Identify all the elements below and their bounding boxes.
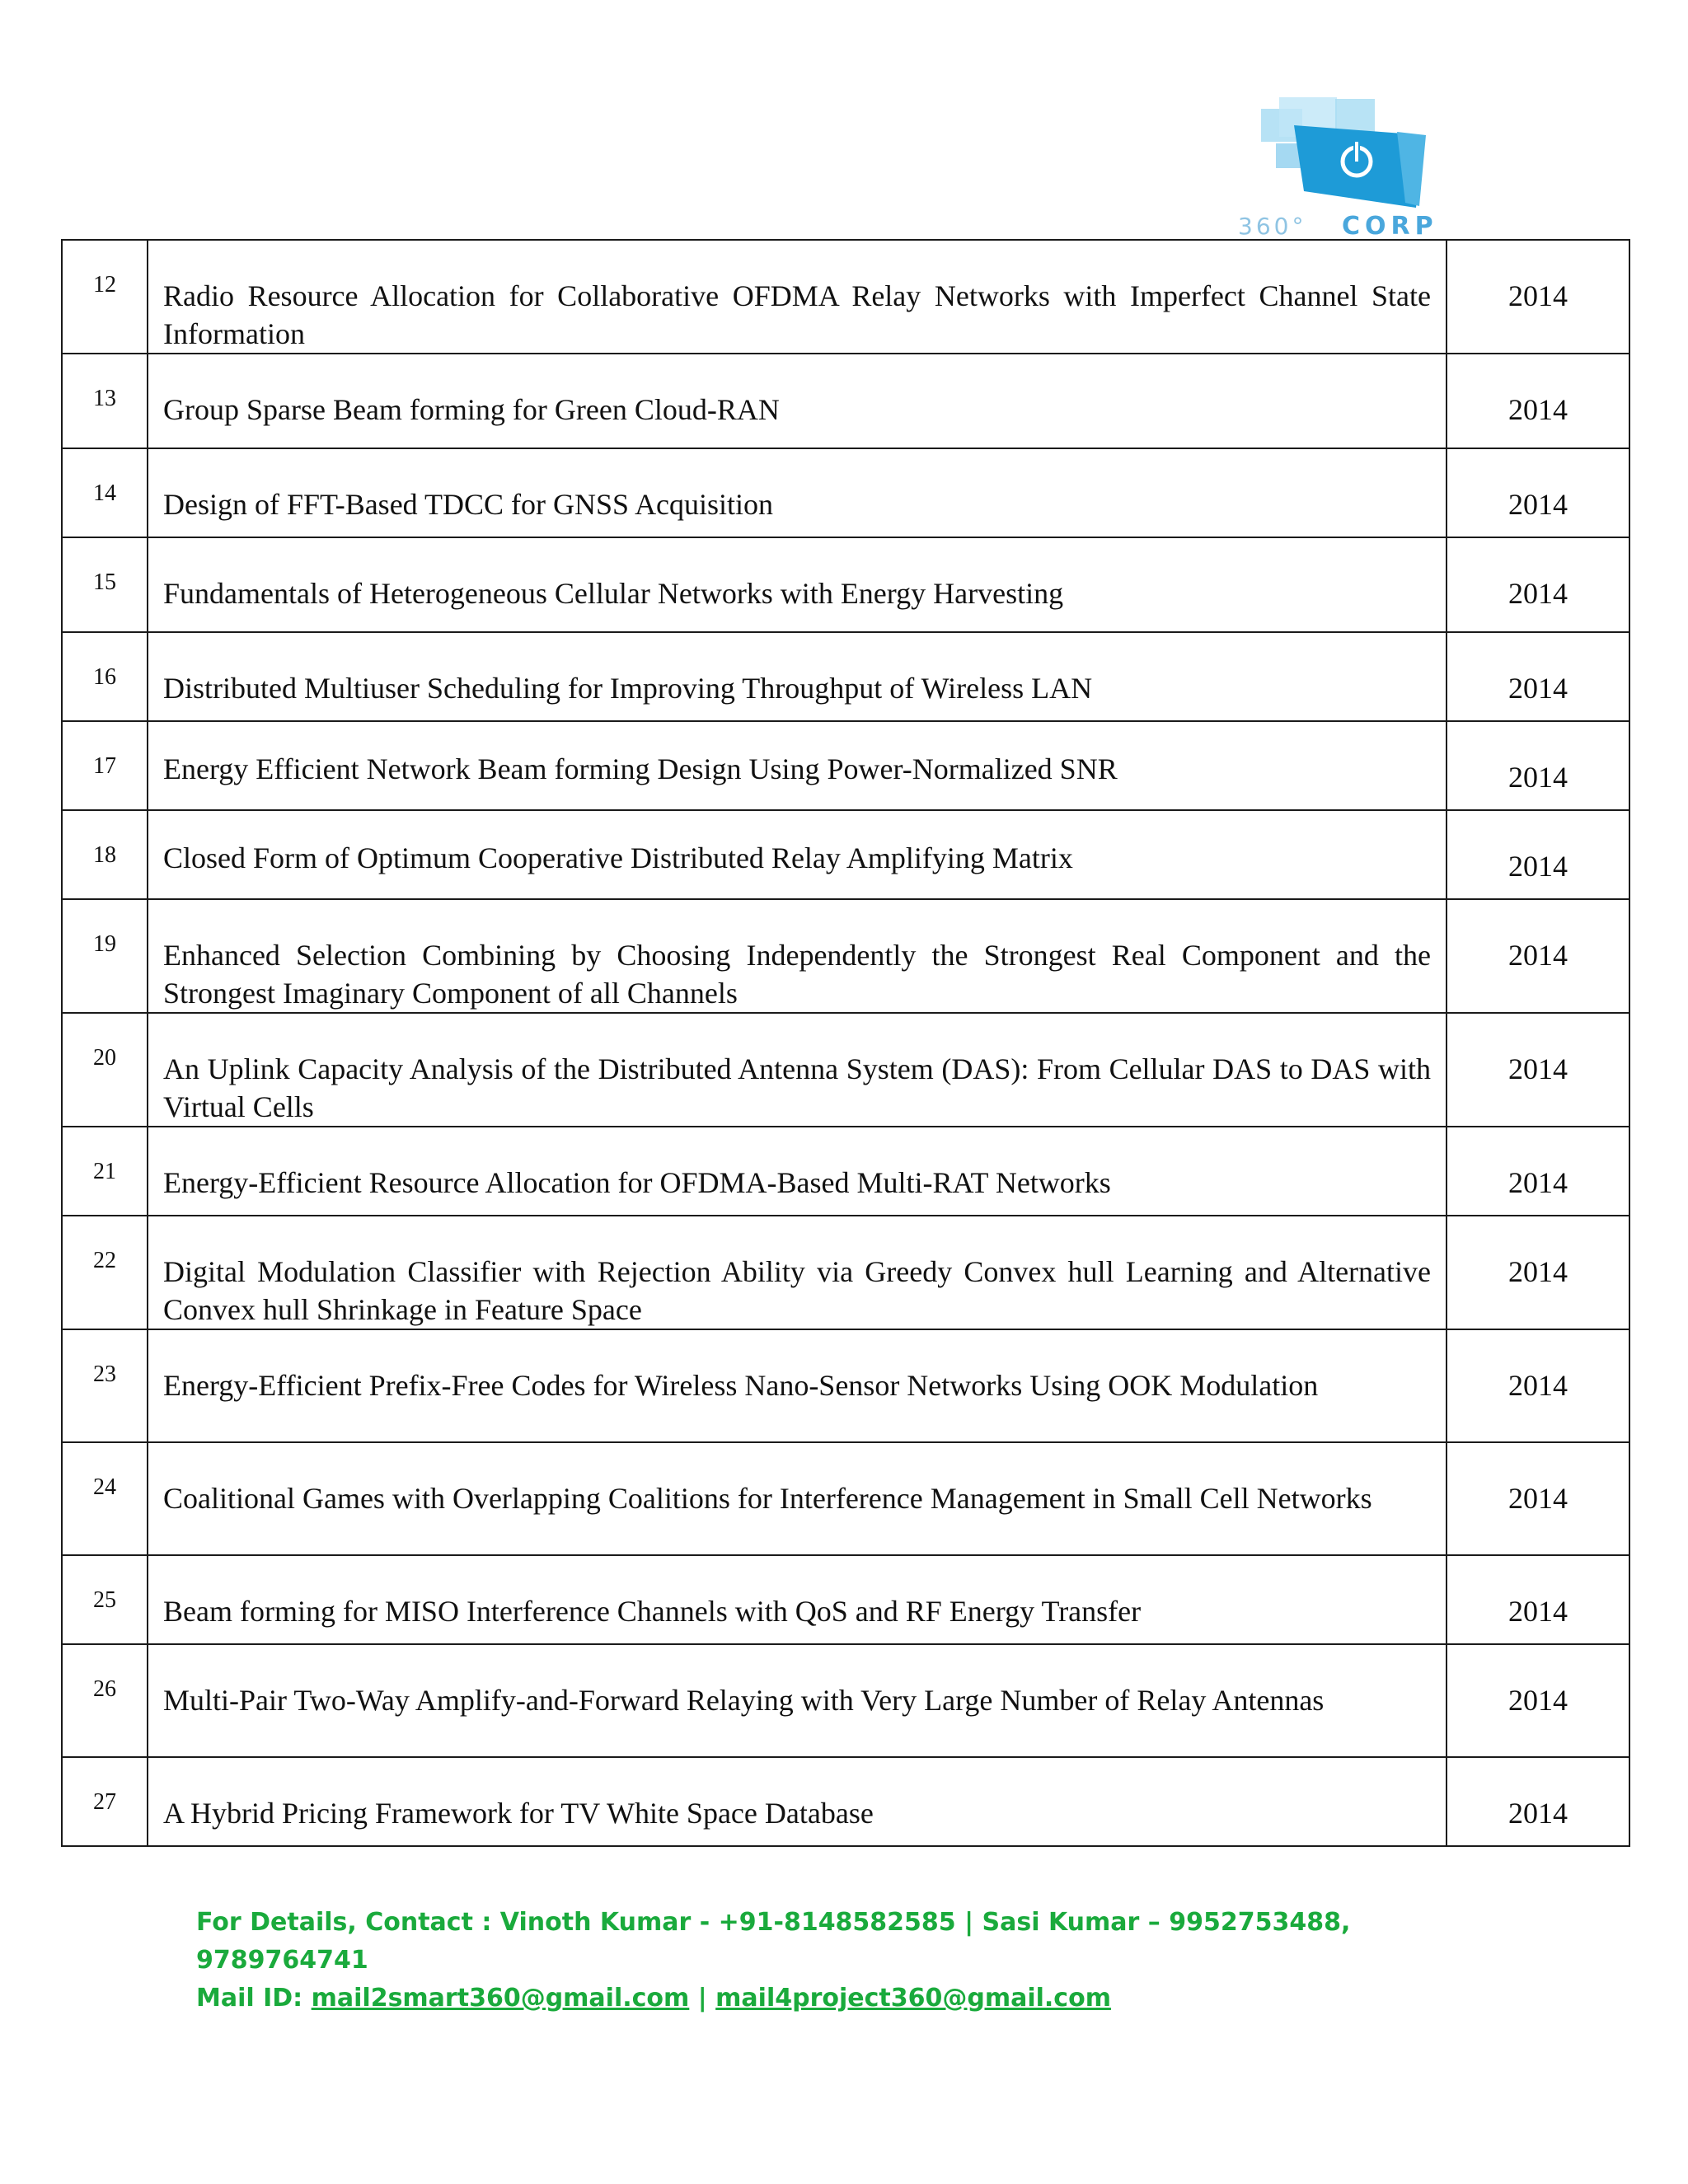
project-year: 2014 [1447, 1013, 1629, 1127]
project-number: 24 [62, 1442, 148, 1555]
table-row [62, 1442, 1629, 1555]
table-row [62, 721, 1629, 810]
project-title: Digital Modulation Classifier with Rejection Ability via Greedy Convex hull Learning and Alternative Convex hull Shrinkage in Feature Space [148, 1216, 1447, 1329]
project-number: 13 [62, 354, 148, 448]
power-icon [1228, 92, 1475, 241]
project-year: 2014 [1447, 810, 1629, 899]
mail-label: Mail ID: [196, 1984, 312, 2013]
mail-line [196, 1980, 1515, 2018]
project-table [61, 239, 1630, 1847]
table-row [62, 1757, 1629, 1846]
table-row [62, 1644, 1629, 1757]
table-row [62, 1329, 1629, 1442]
project-title: Design of FFT-Based TDCC for GNSS Acquisition [148, 448, 1447, 537]
project-number: 26 [62, 1644, 148, 1757]
project-title: Fundamentals of Heterogeneous Cellular Networks with Energy Harvesting [148, 537, 1447, 632]
project-year: 2014 [1447, 632, 1629, 721]
email-link-2[interactable]: mail4project360@gmail.com [715, 1984, 1111, 2013]
project-number: 19 [62, 899, 148, 1013]
project-title: Energy Efficient Network Beam forming Design Using Power-Normalized SNR [148, 721, 1447, 810]
table-row [62, 899, 1629, 1013]
table-row [62, 354, 1629, 448]
email-link-1[interactable]: mail2smart360@gmail.com [311, 1984, 690, 2013]
project-year: 2014 [1447, 1216, 1629, 1329]
table-row [62, 632, 1629, 721]
project-number: 27 [62, 1757, 148, 1846]
project-title: An Uplink Capacity Analysis of the Distributed Antenna System (DAS): From Cellular DAS to DAS with Virtual Cells [148, 1013, 1447, 1127]
company-logo [1228, 92, 1475, 241]
project-year: 2014 [1447, 1127, 1629, 1216]
project-title: Closed Form of Optimum Cooperative Distributed Relay Amplifying Matrix [148, 810, 1447, 899]
table-row [62, 240, 1629, 354]
project-number: 14 [62, 448, 148, 537]
svg-text:CORP: CORP [1342, 212, 1438, 241]
project-year: 2014 [1447, 448, 1629, 537]
project-title: Enhanced Selection Combining by Choosing Independently the Strongest Real Component and the Strongest Imaginary Component of all Channels [148, 899, 1447, 1013]
project-year: 2014 [1447, 1757, 1629, 1846]
project-year: 2014 [1447, 537, 1629, 632]
project-year: 2014 [1447, 1329, 1629, 1442]
project-year: 2014 [1447, 721, 1629, 810]
project-number: 21 [62, 1127, 148, 1216]
project-year: 2014 [1447, 1555, 1629, 1644]
project-number: 17 [62, 721, 148, 810]
svg-text:360°: 360° [1238, 213, 1307, 240]
project-number: 25 [62, 1555, 148, 1644]
table-row [62, 537, 1629, 632]
project-title: Radio Resource Allocation for Collaborative OFDMA Relay Networks with Imperfect Channel State Information [148, 240, 1447, 354]
contact-line: For Details, Contact : Vinoth Kumar - +91-8148582585 | Sasi Kumar – 9952753488, 9789764741 [196, 1908, 1351, 1975]
project-number: 12 [62, 240, 148, 354]
project-number: 15 [62, 537, 148, 632]
project-title: Distributed Multiuser Scheduling for Improving Throughput of Wireless LAN [148, 632, 1447, 721]
project-title: Multi-Pair Two-Way Amplify-and-Forward Relaying with Very Large Number of Relay Antennas [148, 1644, 1447, 1757]
project-number: 18 [62, 810, 148, 899]
project-title: Coalitional Games with Overlapping Coalitions for Interference Management in Small Cell Networks [148, 1442, 1447, 1555]
table-row [62, 810, 1629, 899]
project-number: 20 [62, 1013, 148, 1127]
project-year: 2014 [1447, 354, 1629, 448]
table-row [62, 448, 1629, 537]
project-title: Energy-Efficient Resource Allocation for OFDMA-Based Multi-RAT Networks [148, 1127, 1447, 1216]
project-number: 23 [62, 1329, 148, 1442]
project-title: Energy-Efficient Prefix-Free Codes for Wireless Nano-Sensor Networks Using OOK Modulation [148, 1329, 1447, 1442]
project-title: Beam forming for MISO Interference Channels with QoS and RF Energy Transfer [148, 1555, 1447, 1644]
project-number: 22 [62, 1216, 148, 1329]
project-year: 2014 [1447, 1442, 1629, 1555]
project-year: 2014 [1447, 899, 1629, 1013]
project-title: Group Sparse Beam forming for Green Cloud-RAN [148, 354, 1447, 448]
mail-separator: | [689, 1984, 716, 2013]
table-row [62, 1555, 1629, 1644]
project-year: 2014 [1447, 1644, 1629, 1757]
project-year: 2014 [1447, 240, 1629, 354]
table-row [62, 1216, 1629, 1329]
project-number: 16 [62, 632, 148, 721]
project-title: A Hybrid Pricing Framework for TV White Space Database [148, 1757, 1447, 1846]
contact-footer [196, 1904, 1515, 2018]
table-row [62, 1127, 1629, 1216]
table-row [62, 1013, 1629, 1127]
